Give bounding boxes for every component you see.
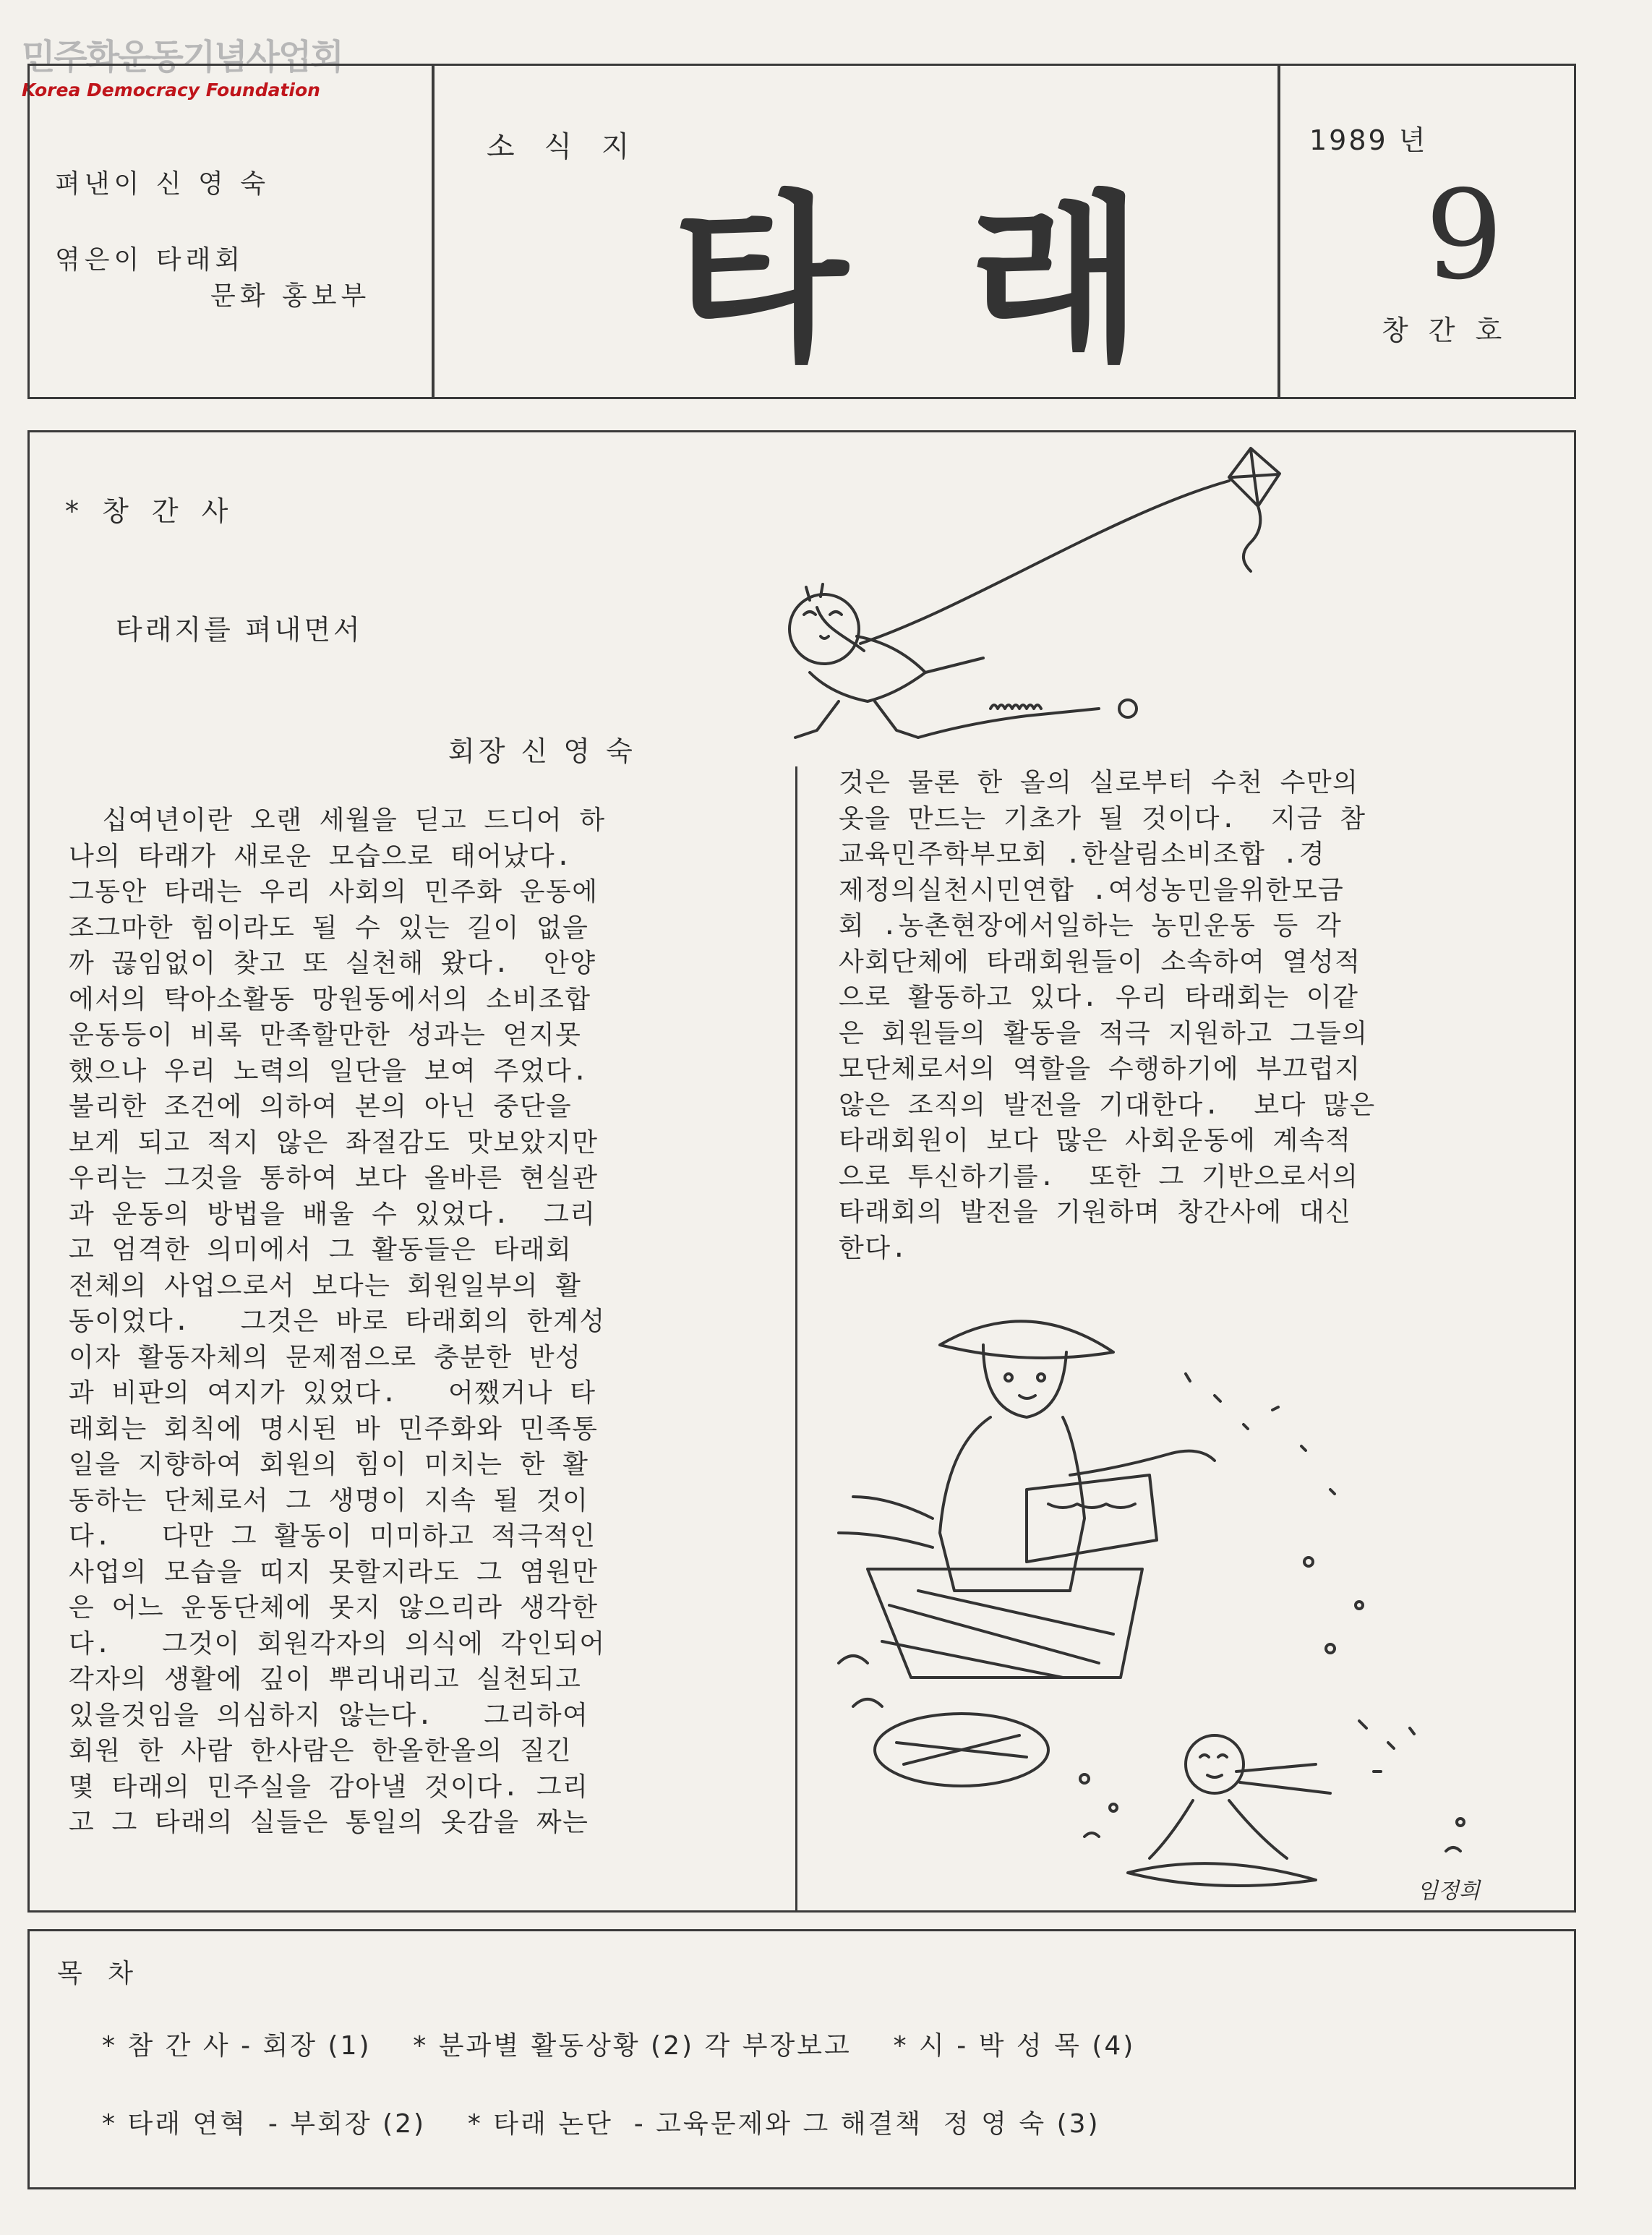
article-line: 동하는 단체로서 그 생명이 지속 될 것이 — [69, 1485, 589, 1516]
article-line: 조그마한 힘이라도 될 수 있는 길이 없을 — [69, 913, 589, 943]
article-line: 다. 그것이 회원각자의 의식에 각인되어 — [69, 1628, 606, 1659]
article-column-1 — [69, 803, 792, 1841]
watermark-korean: 민주화운동기념사업회 — [22, 37, 343, 77]
table-of-contents — [27, 1929, 1576, 2189]
article-line: 다. 다만 그 활동이 미미하고 적극적인 — [69, 1521, 596, 1551]
article-byline: 회장 신 영 숙 — [448, 735, 636, 767]
article-line: 모단체로서의 역할을 수행하기에 부끄럽지 — [839, 1054, 1361, 1084]
article-line: 않은 조직의 발전을 기대한다. 보다 많은 — [839, 1090, 1376, 1120]
article-line: 으로 활동하고 있다. 우리 타래회는 이같 — [839, 983, 1359, 1012]
article-line: 래회는 회칙에 명시된 바 민주화와 민족통 — [69, 1414, 599, 1444]
article-line: 과 운동의 방법을 배울 수 있었다. 그리 — [69, 1199, 596, 1229]
article-line: 까 끊임없이 찾고 또 실천해 왔다. 안양 — [69, 949, 596, 978]
illustrator-signature: 임정희 — [1417, 1879, 1480, 1904]
article-line: 회 .농촌현장에서일하는 농민운동 등 각 — [839, 911, 1343, 941]
article-column-2 — [839, 765, 1562, 1266]
toc-line-2: * 타래 연혁 - 부회장 (2) * 타래 논단 - 고육문제와 그 해결책 정 영 숙 (3) — [102, 2109, 1100, 2139]
article-line: 교육민주학부모회 .한살림소비조합 .경 — [839, 839, 1326, 869]
article-line: 이자 활동자체의 문제점으로 충분한 반성 — [69, 1342, 582, 1372]
watermark-english: Korea Democracy Foundation — [22, 80, 320, 101]
article-line: 보게 되고 적지 않은 좌절감도 맛보았지만 — [69, 1127, 599, 1158]
toc-label: 목 차 — [57, 1959, 142, 1988]
article-line: 타래회원이 보다 많은 사회운동에 계속적 — [839, 1126, 1352, 1155]
column-divider — [795, 766, 797, 1913]
section-label: * 창 간 사 — [65, 495, 236, 527]
article-line: 그동안 타래는 우리 사회의 민주화 운동에 — [69, 877, 599, 907]
article-heading: 타래지를 펴내면서 — [116, 614, 363, 646]
article-line: 불리한 조건에 의하여 본의 아닌 중단을 — [69, 1092, 573, 1121]
issue-label: 창 간 호 — [1382, 315, 1508, 346]
article-line: 으로 투신하기를. 또한 그 기반으로서의 — [839, 1161, 1359, 1192]
article-line: 나의 타래가 새로운 모습으로 태어났다. — [69, 841, 573, 871]
article-line: 은 어느 운동단체에 못지 않으리라 생각한 — [69, 1593, 599, 1623]
kite-boy-illustration — [752, 419, 1301, 766]
article-line: 일을 지향하여 회원의 힘이 미치는 한 활 — [69, 1450, 589, 1479]
masthead-issue-box — [1278, 64, 1576, 399]
article-line: 과 비판의 여지가 있었다. 어쨌거나 타 — [69, 1378, 596, 1408]
article-line: 타래회의 발전을 기원하며 창간사에 대신 — [839, 1197, 1352, 1227]
masthead-title-box — [432, 64, 1280, 399]
publisher-line: 펴낸이 신 영 숙 — [55, 169, 270, 199]
article-line: 전체의 사업으로서 보다는 회원일부의 활 — [69, 1270, 582, 1301]
newsletter-subtitle: 소 식 지 — [487, 130, 640, 163]
newsletter-title: 타 래 — [673, 173, 1173, 385]
editor-line: 엮은이 타래회 — [55, 245, 245, 275]
article-line: 있을것임을 의심하지 않는다. 그리하여 — [69, 1700, 589, 1730]
article-line: 옷을 만드는 기초가 될 것이다. 지금 참 — [839, 803, 1366, 834]
issue-year: 1989 년 — [1309, 124, 1428, 156]
article-line: 은 회원들의 활동을 적극 지원하고 그들의 — [839, 1018, 1369, 1048]
article-line: 십여년이란 오랜 세월을 딛고 드디어 하 — [69, 805, 606, 835]
article-line: 동이었다. 그것은 바로 타래회의 한계성 — [69, 1307, 606, 1336]
article-line: 회원 한 사람 한사람은 한올한올의 질긴 — [69, 1736, 573, 1766]
farmer-illustration — [810, 1302, 1562, 1909]
article-line: 우리는 그것을 통하여 보다 올바른 현실관 — [69, 1163, 599, 1193]
issue-number: 9 — [1425, 164, 1504, 307]
article-line: 제정의실천시민연합 .여성농민을위한모금 — [839, 875, 1345, 905]
article-line: 각자의 생활에 깊이 뿌리내리고 실천되고 — [69, 1665, 582, 1694]
article-line: 고 엄격한 의미에서 그 활동들은 타래회 — [69, 1235, 573, 1265]
article-line: 몇 타래의 민주실을 감아낼 것이다. 그리 — [69, 1772, 589, 1802]
article-line: 고 그 타래의 실들은 통일의 옷감을 짜는 — [69, 1808, 589, 1837]
article-line: 한다. — [839, 1233, 908, 1263]
article-line: 했으나 우리 노력의 일단을 보여 주었다. — [69, 1056, 589, 1086]
article-line: 사회단체에 타래회원들이 소속하여 열성적 — [839, 946, 1361, 977]
article-line: 것은 물론 한 올의 실로부터 수천 수만의 — [839, 768, 1359, 798]
masthead-left-box — [27, 64, 434, 399]
editor-department: 문화 홍보부 — [210, 281, 371, 311]
article-line: 사업의 모습을 띠지 못할지라도 그 염원만 — [69, 1557, 599, 1587]
toc-line-1: * 참 간 사 - 회장 (1) * 분과별 활동상황 (2) 각 부장보고 * 시 - 박 성 목 (4) — [102, 2031, 1136, 2061]
article-line: 운동등이 비록 만족할만한 성과는 얻지못 — [69, 1020, 582, 1050]
article-line: 에서의 탁아소활동 망원동에서의 소비조합 — [69, 984, 591, 1014]
